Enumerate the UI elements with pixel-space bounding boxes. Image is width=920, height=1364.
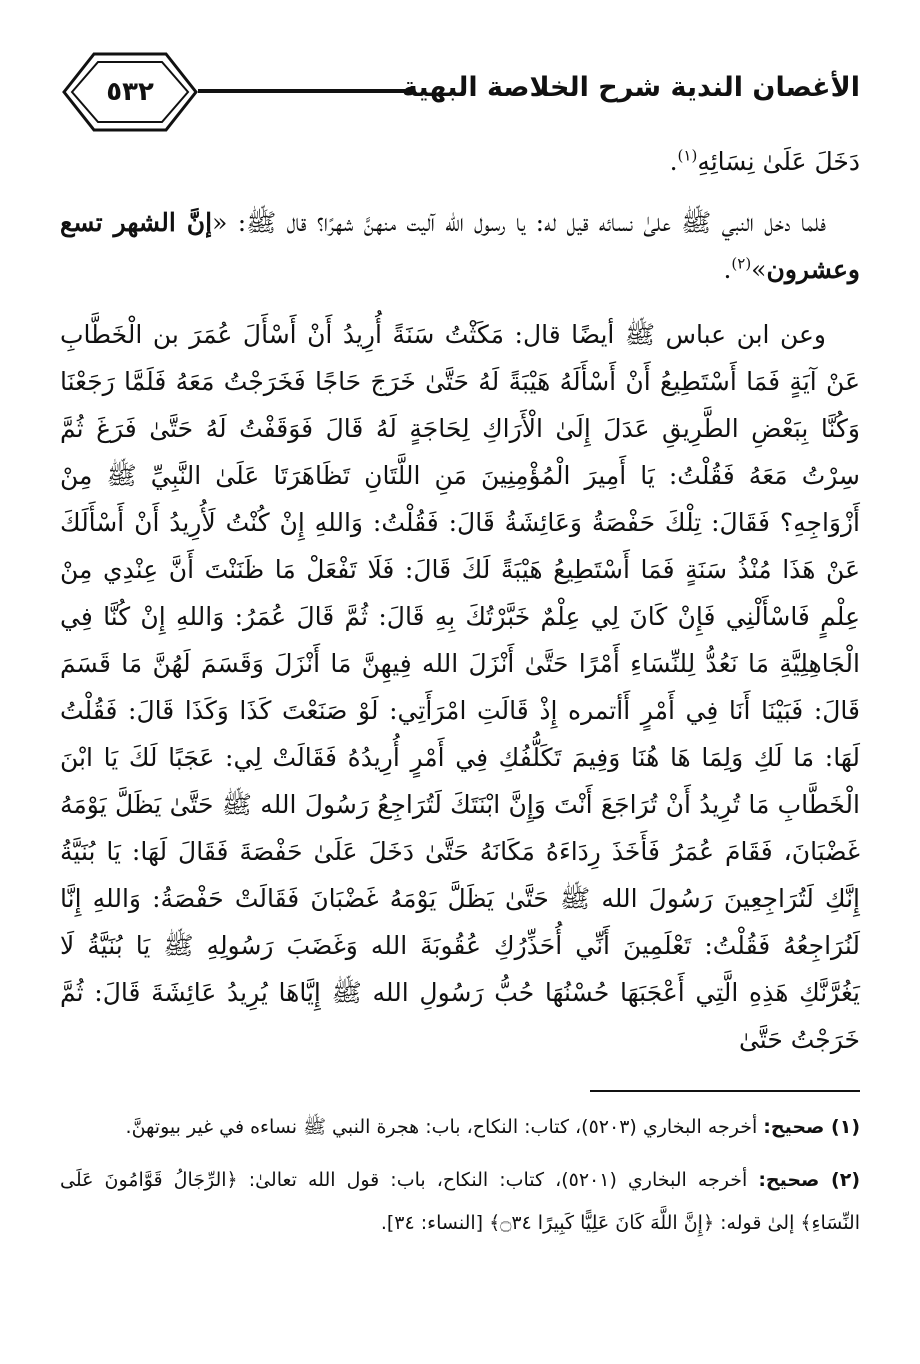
footnote-ref-2: (٢)	[731, 254, 752, 273]
paragraph	[60, 311, 860, 1063]
running-title: الأغصان الندية شرح الخلاصة البهية	[402, 72, 860, 103]
footnote-text: أخرجه البخاري (٥٢٠٣)، كتاب: النكاح، باب: هجرة النبي ﷺ نساءه في غير بيوتهنَّ.	[125, 1116, 764, 1138]
footnotes	[60, 1106, 860, 1255]
hadith-text: دَخَلَ عَلَىٰ نِسَائِهِ	[697, 147, 860, 176]
punctuation: .	[669, 147, 678, 176]
footnote-label: (١) صحيح:	[763, 1116, 860, 1138]
page-number-badge	[60, 48, 200, 136]
paragraph-text: فلما دخل النبي ﷺ علىٰ نسائه قيل له: يا رسول الله آليت منهنَّ شهرًا؟ قال ﷺ: «	[212, 208, 826, 237]
footnote-2	[60, 1159, 860, 1245]
footnote-ref-1: (١)	[677, 146, 698, 165]
page-number: ٥٣٢	[106, 77, 154, 107]
hadith-quote: إنَّ الشهر تسع وعشرون	[60, 208, 860, 284]
footnote-text: أخرجه البخاري (٥٢٠١)، كتاب: النكاح، باب: قول الله تعالىٰ: ﴿الرِّجَالُ قَوَّامُونَ عَلَى النِّسَاءِ﴾ إلىٰ قوله: ﴿إِنَّ اللَّهَ كَانَ عَلِيًّا كَبِيرًا ۝٣٤﴾ [النساء: ٣٤].	[60, 1169, 860, 1234]
footnote-1	[60, 1106, 860, 1149]
paragraph-text: وعن ابن عباس ﷺ أيضًا قال: مَكَثْتُ سَنَةً أُرِيدُ أَنْ أَسْأَلَ عُمَرَ بن الْخَطَّابِ عَنْ آيَةٍ فَمَا أَسْتَطِيعُ أَنْ أَسْأَلَهُ هَيْبَةً لَهُ حَتَّىٰ خَرَجَ حَاجًا فَخَرَجْتُ مَعَهُ فَلَمَّا رَجَعْنَا وَكُنَّا بِبَعْضِ الطَّرِيقِ عَدَلَ إِلَىٰ الْأَرَاكِ لِحَاجَةٍ لَهُ قَالَ فَوَقَفْتُ لَهُ حَتَّىٰ فَرَغَ ثُمَّ سِرْتُ مَعَهُ فَقُلْتُ: يَا أَمِيرَ الْمُؤْمِنِينَ مَنِ اللَّتَانِ تَظَاهَرَتَا عَلَىٰ النَّبِيِّ ﷺ مِنْ أَزْوَاجِهِ؟ فَقَالَ: تِلْكَ حَفْصَةُ وَعَائِشَةُ قَالَ: فَقُلْتُ: وَاللهِ إِنْ كُنْتُ لَأُرِيدُ أَنْ أَسْأَلَكَ عَنْ هَذَا مُنْذُ سَنَةٍ فَمَا أَسْتَطِيعُ هَيْبَةً لَكَ قَالَ: فَلَا تَفْعَلْ مَا ظَنَنْتَ أَنَّ عِنْدِي مِنْ عِلْمٍ فَاسْأَلْنِي فَإِنْ كَانَ لِي عِلْمٌ خَبَّرْتُكَ بِهِ قَالَ: ثُمَّ قَالَ عُمَرُ: وَاللهِ إِنْ كُنَّا فِي الْجَاهِلِيَّةِ مَا نَعُدُّ لِلنِّسَاءِ أَمْرًا حَتَّىٰ أَنْزَلَ الله فِيهِنَّ مَا أَنْزَلَ وَقَسَمَ لَهُنَّ مَا قَسَمَ قَالَ: فَبَيْنَا أَنَا فِي أَمْرٍ أَأتمره إِذْ قَالَتِ امْرَأَتِي: لَوْ صَنَعْتَ كَذَا وَكَذَا قَالَ: فَقُلْتُ لَهَا: مَا لَكِ وَلِمَا هَا هُنَا وَفِيمَ تَكَلُّفُكِ فِي أَمْرٍ أُرِيدُهُ فَقَالَتْ لِي: عَجَبًا لَكَ يَا ابْنَ الْخَطَّابِ مَا تُرِيدُ أَنْ تُرَاجَعَ أَنْتَ وَإِنَّ ابْنَتَكَ لَتُرَاجِعُ رَسُولَ الله ﷺ حَتَّىٰ يَظَلَّ يَوْمَهُ غَضْبَانَ، فَقَامَ عُمَرُ فَأَخَذَ رِدَاءَهُ مَكَانَهُ حَتَّىٰ دَخَلَ عَلَىٰ حَفْصَةَ فَقَالَ لَهَا: يَا بُنَيَّةُ إِنَّكِ لَتُرَاجِعِينَ رَسُولَ الله ﷺ حَتَّىٰ يَظَلَّ يَوْمَهُ غَضْبَانَ فَقَالَتْ حَفْصَةُ: وَاللهِ إِنَّا لَنُرَاجِعُهُ فَقُلْتُ: تَعْلَمِينَ أَنِّي أُحَذِّرُكِ عُقُوبَةَ الله وَغَضَبَ رَسُولِهِ ﷺ يَا بُنَيَّةُ لَا يَغُرَّنَّكِ هَذِهِ الَّتِي أَعْجَبَهَا حُسْنُهَا حُبُّ رَسُولِ الله ﷺ إِيَّاهَا يُرِيدُ عَائِشَةَ قَالَ: ثُمَّ خَرَجْتُ حَتَّىٰ	[60, 320, 860, 1054]
punctuation: .	[723, 255, 732, 284]
quote-close: »	[751, 255, 767, 284]
footnote-divider	[590, 1090, 860, 1092]
page-header	[60, 48, 860, 138]
header-divider	[198, 89, 413, 93]
main-text	[60, 138, 860, 1063]
paragraph	[60, 199, 860, 293]
hadith-line	[60, 138, 860, 185]
footnote-label: (٢) صحيح:	[758, 1169, 860, 1191]
